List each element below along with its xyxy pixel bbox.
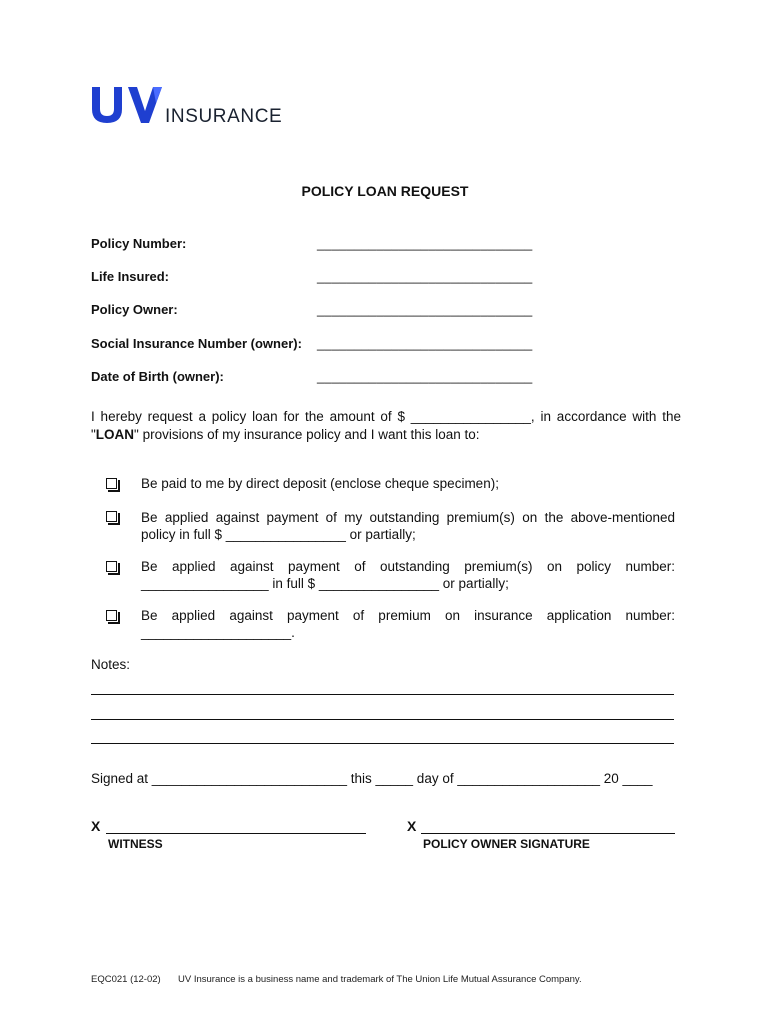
- witness-x-mark: X: [91, 818, 101, 834]
- owner-x-mark: X: [407, 818, 417, 834]
- policy-owner-field[interactable]: _____________________________: [317, 302, 533, 317]
- owner-signature-line[interactable]: [421, 833, 675, 834]
- option-policy-premium-text-1: Be applied against payment of my outstanding premium(s) on the above-mentioned: [141, 510, 675, 525]
- signed-at-line[interactable]: Signed at __________________________ this _____ day of ___________________ 20 ____: [91, 771, 653, 786]
- option-application-text-2: ____________________.: [141, 625, 295, 640]
- option-application-checkbox[interactable]: [106, 610, 117, 621]
- option-other-policy-text-1: Be applied against payment of outstanding premium(s) on policy number:: [141, 559, 675, 574]
- life-insured-label: Life Insured:: [91, 269, 170, 284]
- option-direct-deposit-text: Be paid to me by direct deposit (enclose cheque specimen);: [141, 476, 499, 491]
- option-direct-deposit-checkbox[interactable]: [106, 478, 117, 489]
- notes-line-3[interactable]: [91, 743, 674, 744]
- life-insured-field[interactable]: _____________________________: [317, 269, 533, 284]
- option-application-text-1: Be applied against payment of premium on insurance application number:: [141, 608, 675, 623]
- option-other-policy-text-2: _________________ in full $ ________________ or partially;: [141, 576, 509, 591]
- request-line-2: "LOAN" provisions of my insurance policy and I want this loan to:: [91, 427, 480, 442]
- dob-field[interactable]: _____________________________: [317, 369, 533, 384]
- dob-label: Date of Birth (owner):: [91, 369, 224, 384]
- option-other-policy-checkbox[interactable]: [106, 561, 117, 572]
- sin-field[interactable]: _____________________________: [317, 336, 533, 351]
- option-policy-premium-checkbox[interactable]: [106, 511, 117, 522]
- witness-signature-line[interactable]: [106, 833, 366, 834]
- sin-label: Social Insurance Number (owner):: [91, 336, 302, 351]
- notes-label: Notes:: [91, 657, 131, 672]
- trademark-note: UV Insurance is a business name and trademark of The Union Life Mutual Assurance Company.: [177, 974, 582, 985]
- request-line-1: I hereby request a policy loan for the amount of $ ________________, in accordance with the: [91, 409, 681, 424]
- policy-owner-label: Policy Owner:: [91, 302, 178, 317]
- notes-line-2[interactable]: [91, 719, 674, 720]
- policy-number-field[interactable]: _____________________________: [317, 236, 533, 251]
- loan-keyword: LOAN: [95, 427, 135, 442]
- form-title: POLICY LOAN REQUEST: [301, 183, 469, 199]
- footer: [91, 974, 582, 985]
- form-code: EQC021 (12-02): [91, 974, 161, 985]
- option-policy-premium-text-2: policy in full $ ________________ or partially;: [141, 527, 416, 542]
- owner-signature-caption: POLICY OWNER SIGNATURE: [423, 837, 590, 851]
- witness-caption: WITNESS: [108, 837, 163, 851]
- notes-line-1[interactable]: [91, 694, 674, 695]
- policy-number-label: Policy Number:: [91, 236, 187, 251]
- logo-wordmark: INSURANCE: [165, 106, 283, 127]
